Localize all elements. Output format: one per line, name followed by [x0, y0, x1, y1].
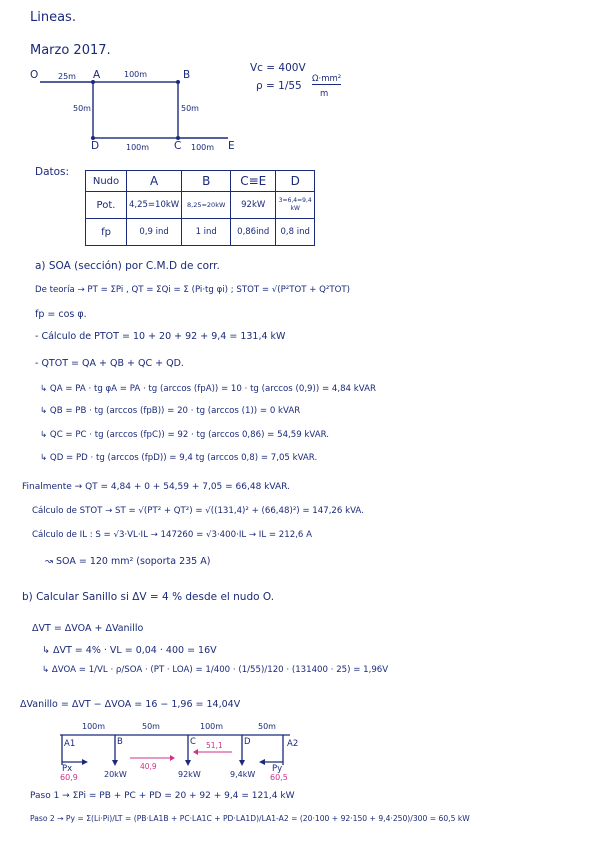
ring-dist: 100m	[200, 722, 224, 731]
flow-value: 51,1	[206, 741, 223, 750]
paso-2: Paso 2 → Py = Σ(Li·Pi)/LT = (PB·LA1B + PC·LA1C + PD·LA1D)/LA1-A2 = (20·100 + 92·150 + 9,4·250)/300 = 60,5 kW	[30, 814, 470, 823]
ring-node: C	[190, 737, 196, 747]
text-line: Cálculo de STOT → ST = √(PT² + QT²) = √((131,4)² + (66,48)²) = 147,26 kVA.	[32, 506, 364, 516]
ring-node: D	[244, 737, 251, 747]
node-a: A	[93, 69, 101, 81]
dist-ab: 100m	[124, 70, 148, 79]
table-cell: 1 ind	[182, 219, 231, 246]
ring-load: 9,4kW	[230, 770, 256, 779]
dist-ce: 100m	[191, 143, 215, 152]
text-line: ΔVT = ΔVOA + ΔVanillo	[32, 623, 144, 634]
table-header: B	[182, 171, 231, 192]
rho-value: ρ = 1/55	[256, 80, 302, 92]
text-line: Finalmente → QT = 4,84 + 0 + 54,59 + 7,05 = 66,48 kVAR.	[22, 482, 290, 492]
table-header: Nudo	[86, 171, 127, 192]
px-value: 60,9	[60, 773, 78, 782]
dist-oa: 25m	[58, 72, 76, 81]
py-label: Py	[272, 764, 283, 774]
paso-1: Paso 1 → ΣPi = PB + PC + PD = 20 + 92 + 9,4 = 121,4 kW	[30, 791, 295, 801]
ring-node: B	[117, 737, 123, 747]
table-cell: 0,8 ind	[276, 219, 315, 246]
node-c: C	[174, 140, 182, 152]
rho-unit-num: Ω·mm²	[312, 74, 342, 84]
dist-bc: 50m	[181, 104, 199, 113]
ring-dist: 50m	[258, 722, 276, 731]
datos-label: Datos:	[35, 166, 70, 178]
table-cell: fp	[86, 219, 127, 246]
table-header: A	[127, 171, 182, 192]
text-line: ↳ QA = PA · tg φA = PA · tg (arccos (fpA)) = 10 · tg (arccos (0,9)) = 4,84 kVAR	[40, 384, 376, 394]
node-e: E	[228, 140, 235, 152]
vc-value: Vc = 400V	[250, 62, 306, 74]
page-title: Lineas.	[30, 10, 76, 25]
table-cell: Pot.	[86, 192, 127, 219]
node-b: B	[183, 69, 191, 81]
table-cell: 92kW	[231, 192, 276, 219]
table-cell: 8,25=20kW	[182, 192, 231, 219]
dist-dc: 100m	[126, 143, 150, 152]
ring-load: 92kW	[178, 770, 201, 779]
table-cell: 0,9 ind	[127, 219, 182, 246]
table-header: C≡E	[231, 171, 276, 192]
node-o: O	[30, 69, 39, 81]
text-line: - QTOT = QA + QB + QC + QD.	[35, 358, 184, 369]
py-value: 60,5	[270, 773, 288, 782]
text-line: ↳ ΔVOA = 1/VL · ρ/SOA · (PT · LOA) = 1/400 · (1/55)/120 · (131400 · 25) = 1,96V	[42, 665, 389, 675]
node-d: D	[91, 140, 100, 152]
px-label: Px	[62, 764, 73, 774]
text-line: ↳ QB = PB · tg (arccos (fpB)) = 20 · tg (arccos (1)) = 0 kVAR	[40, 406, 301, 416]
ring-load: 20kW	[104, 770, 127, 779]
ring-node: A1	[64, 739, 76, 749]
text-line: Cálculo de IL : S = √3·VL·IL → 147260 = √3·400·IL → IL = 212,6 A	[32, 530, 313, 540]
flow-value: 40,9	[140, 762, 157, 771]
table-header: D	[276, 171, 315, 192]
text-line: - Cálculo de PTOT = 10 + 20 + 92 + 9,4 = 131,4 kW	[35, 331, 286, 342]
text-line: ΔVanillo = ΔVT − ΔVOA = 16 − 1,96 = 14,04V	[20, 699, 241, 710]
table-cell: 0,86ind	[231, 219, 276, 246]
date-heading: Marzo 2017.	[30, 43, 111, 58]
part-b-heading: b) Calcular Sanillo si ΔV = 4 % desde el nudo O.	[22, 591, 275, 603]
table-cell: 4,25=10kW	[127, 192, 182, 219]
ring-dist: 100m	[82, 722, 106, 731]
part-a-heading: a) SOA (sección) por C.M.D de corr.	[35, 260, 220, 272]
table-cell: 3=6,4=9,4 kW	[276, 192, 315, 219]
text-line: fp = cos φ.	[35, 309, 87, 320]
text-line: ↳ ΔVT = 4% · VL = 0,04 · 400 = 16V	[42, 645, 217, 656]
rho-unit-den: m	[320, 89, 329, 99]
text-line: ↳ QD = PD · tg (arccos (fpD)) = 9,4 tg (arccos 0,8) = 7,05 kVAR.	[40, 453, 318, 463]
text-line: De teoría → PT = ΣPi , QT = ΣQi = Σ (Pi·tg φi) ; STOT = √(P²TOT + Q²TOT)	[35, 285, 350, 295]
dist-ad: 50m	[73, 104, 91, 113]
ring-node: A2	[287, 739, 299, 749]
text-line: ↝ SOA = 120 mm² (soporta 235 A)	[45, 556, 211, 567]
ring-dist: 50m	[142, 722, 160, 731]
text-line: ↳ QC = PC · tg (arccos (fpC)) = 92 · tg (arccos 0,86) = 54,59 kVAR.	[40, 430, 330, 440]
